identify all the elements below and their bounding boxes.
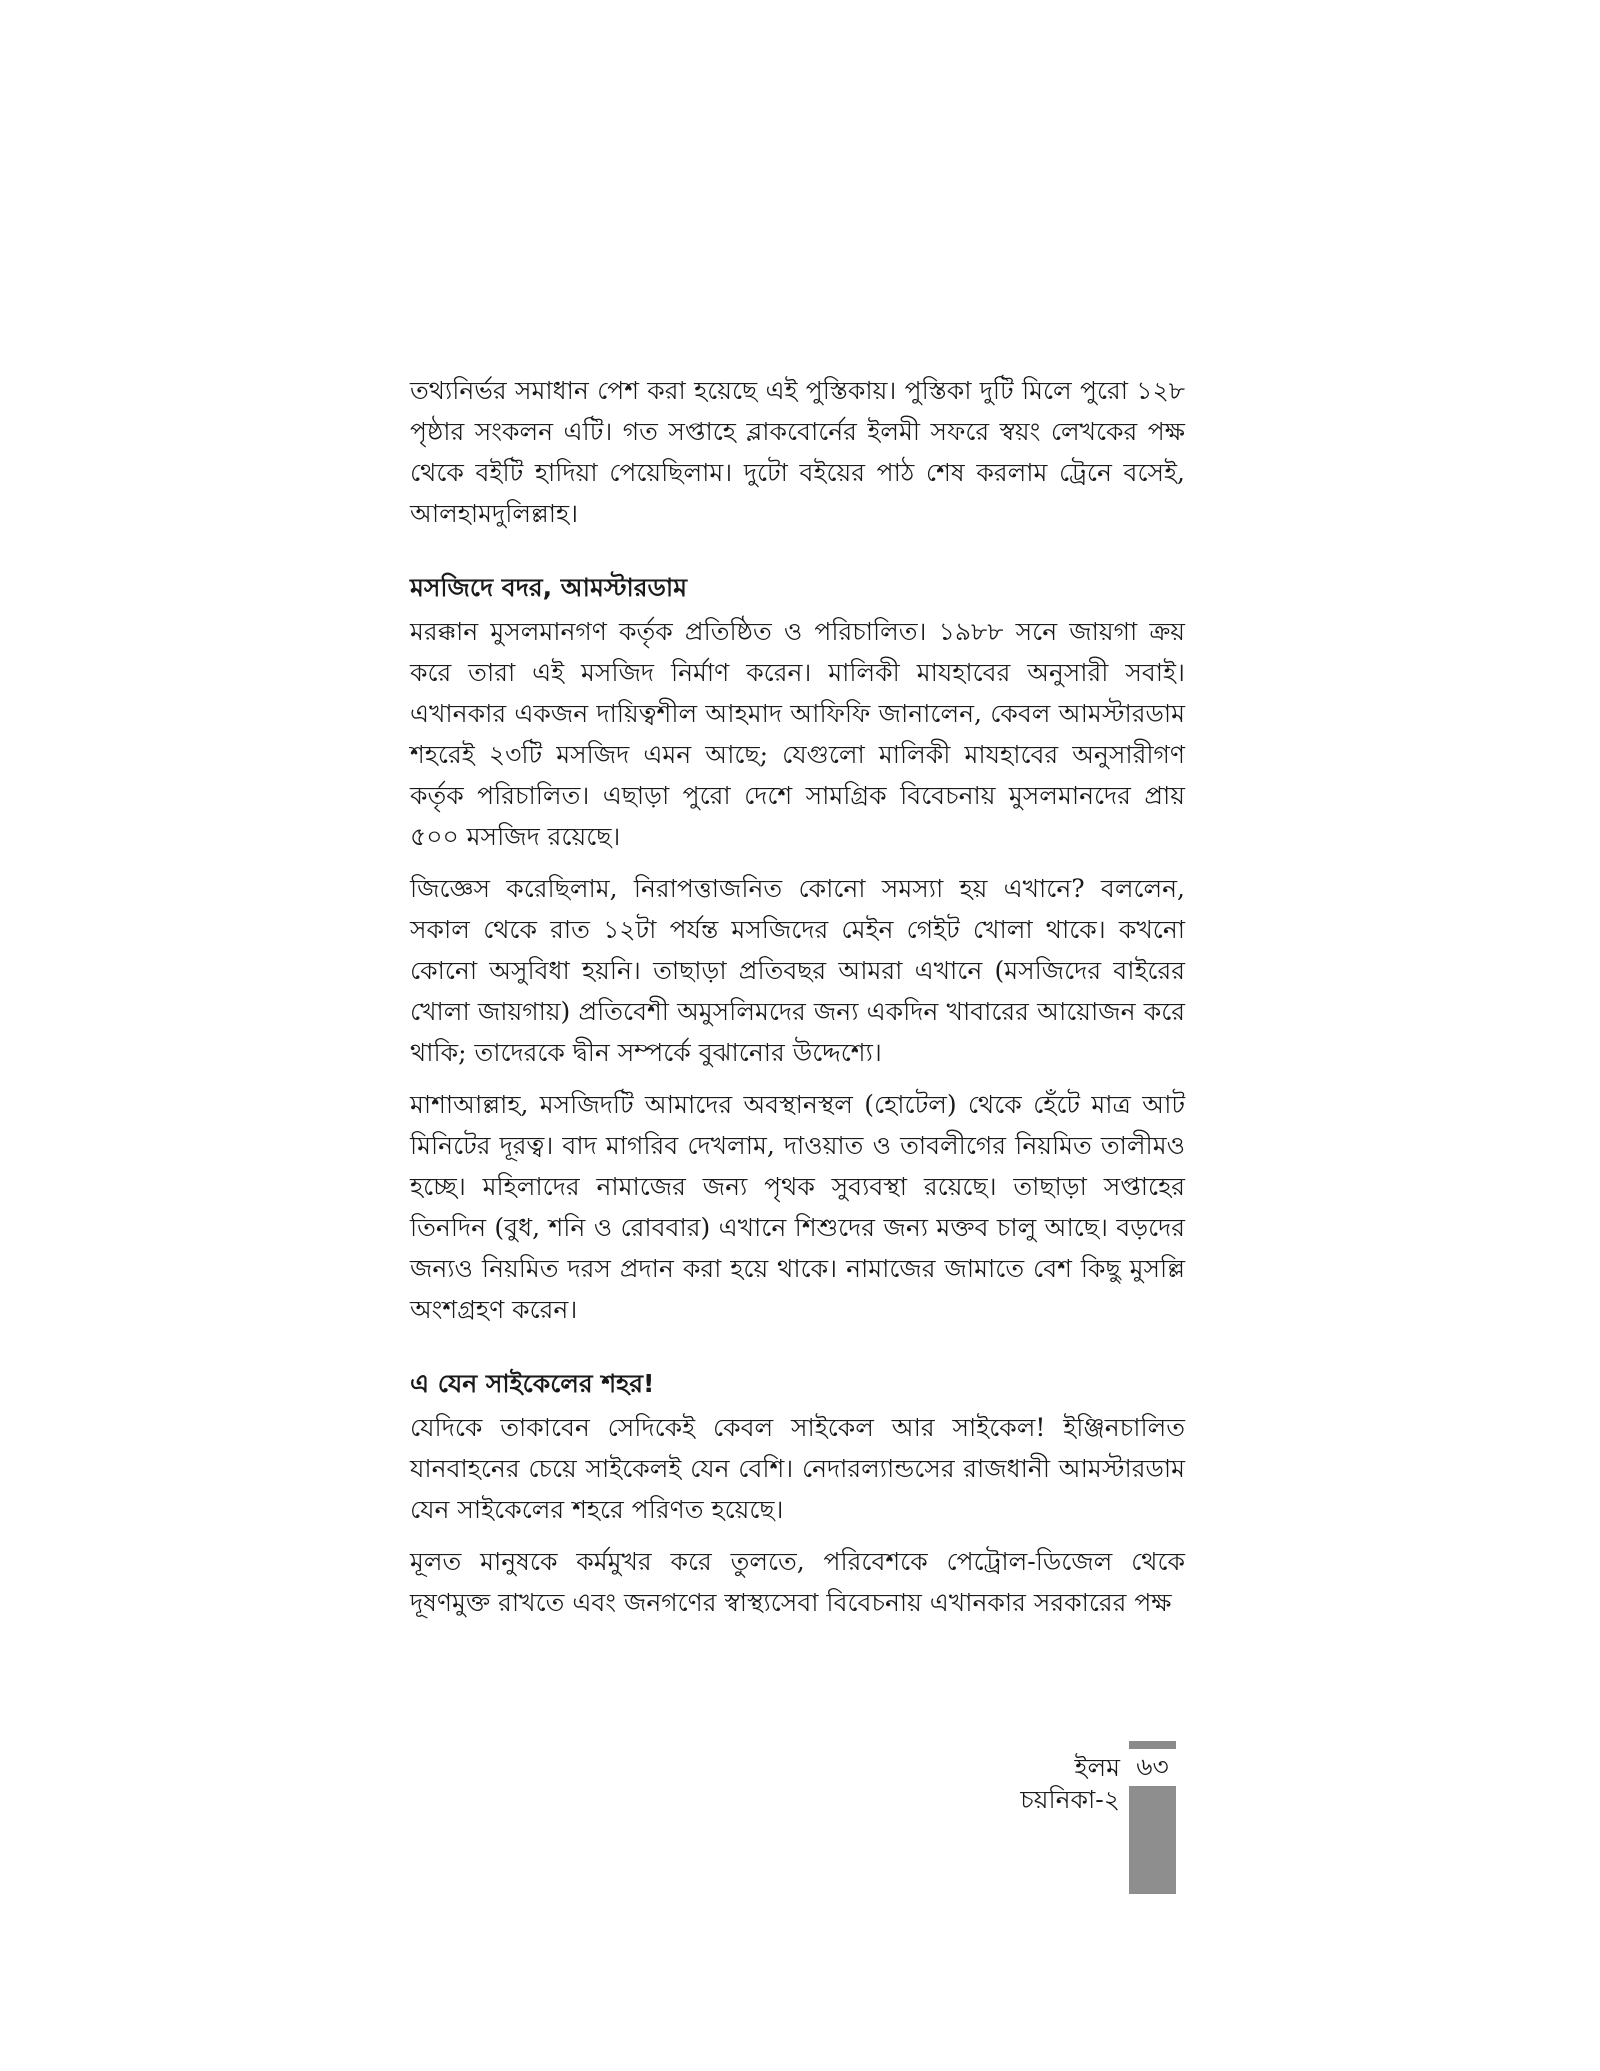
body-paragraph: মাশাআল্লাহ, মসজিদটি আমাদের অবস্থানস্থল (হোটেল) থেকে হেঁটে মাত্র আট মিনিটের দূরত্ব। বাদ মাগরিব দেখলাম, দাওয়াত ও তাবলীগের নিয়মিত তালীমও হচ্ছে। মহিলাদের নামাজের জন্য পৃথক সুব্যবস্থা রয়েছে। তাছাড়া সপ্তাহের তিনদিন (বুধ, শনি ও রোববার) এখানে শিশুদের জন্য মক্তব চালু আছে। বড়দের জন্যও নিয়মিত দরস প্রদান করা হয়ে থাকে। নামাজের জামাতে বেশ কিছু মুসল্লি অংশগ্রহণ করেন। <box>410 1090 1185 1324</box>
section-heading-cycle-city: এ যেন সাইকেলের শহর! <box>410 1369 655 1398</box>
page-tab-rule <box>1129 1741 1176 1749</box>
page-tab <box>1129 1741 1176 1872</box>
running-footer-book-title: ইলম চয়নিকা-২ <box>1020 1753 1120 1814</box>
page-number: ৬৩ <box>1136 1752 1169 1781</box>
body-paragraph: মূলত মানুষকে কর্মমুখর করে তুলতে, পরিবেশকে পেট্রোল-ডিজেল থেকে দূষণমুক্ত রাখতে এবং জনগণের স্বাস্থ্যসেবা বিবেচনায় এখানকার সরকারের পক্ষ <box>410 1547 1185 1617</box>
page-tab-bar <box>1129 1786 1176 1894</box>
page-body <box>410 370 1185 1634</box>
body-paragraph: মরক্কান মুসলমানগণ কর্তৃক প্রতিষ্ঠিত ও পরিচালিত। ১৯৮৮ সনে জায়গা ক্রয় করে তারা এই মসজিদ নির্মাণ করেন। মালিকী মাযহাবের অনুসারী সবাই। এখানকার একজন দায়িত্বশীল আহমাদ আফিফি জানালেন, কেবল আমস্টারডাম শহরেই ২৩টি মসজিদ এমন আছে; যেগুলো মালিকী মাযহাবের অনুসারীগণ কর্তৃক পরিচালিত। এছাড়া পুরো দেশে সামগ্রিক বিবেচনায় মুসলমানদের প্রায় ৫০০ মসজিদ রয়েছে। <box>410 617 1185 851</box>
body-paragraph: যেদিকে তাকাবেন সেদিকেই কেবল সাইকেল আর সাইকেল! ইঞ্জিনচালিত যানবাহনের চেয়ে সাইকেলই যেন বেশি। নেদারল্যান্ডসের রাজধানী আমস্টারডাম যেন সাইকেলের শহরে পরিণত হয়েছে। <box>410 1413 1185 1524</box>
intro-paragraph: তথ্যনির্ভর সমাধান পেশ করা হয়েছে এই পুস্তিকায়। পুস্তিকা দুটি মিলে পুরো ১২৮ পৃষ্ঠার সংকলন এটি। গত সপ্তাহে ব্লাকবোর্নের ইলমী সফরে স্বয়ং লেখকের পক্ষ থেকে বইটি হাদিয়া পেয়েছিলাম। দুটো বইয়ের পাঠ শেষ করলাম ট্রেনে বসেই, আলহামদুলিল্লাহ। <box>410 376 1185 528</box>
body-paragraph: জিজ্ঞেস করেছিলাম, নিরাপত্তাজনিত কোনো সমস্যা হয় এখানে? বললেন, সকাল থেকে রাত ১২টা পর্যন্ত মসজিদের মেইন গেইট খোলা থাকে। কখনো কোনো অসুবিধা হয়নি। তাছাড়া প্রতিবছর আমরা এখানে (মসজিদের বাইরের খোলা জায়গায়) প্রতিবেশী অমুসলিমদের জন্য একদিন খাবারের আয়োজন করে থাকি; তাদেরকে দ্বীন সম্পর্কে বুঝানোর উদ্দেশ্যে। <box>410 874 1185 1067</box>
section-heading-masjid-badr: মসজিদে বদর, আমস্টারডাম <box>410 573 688 602</box>
